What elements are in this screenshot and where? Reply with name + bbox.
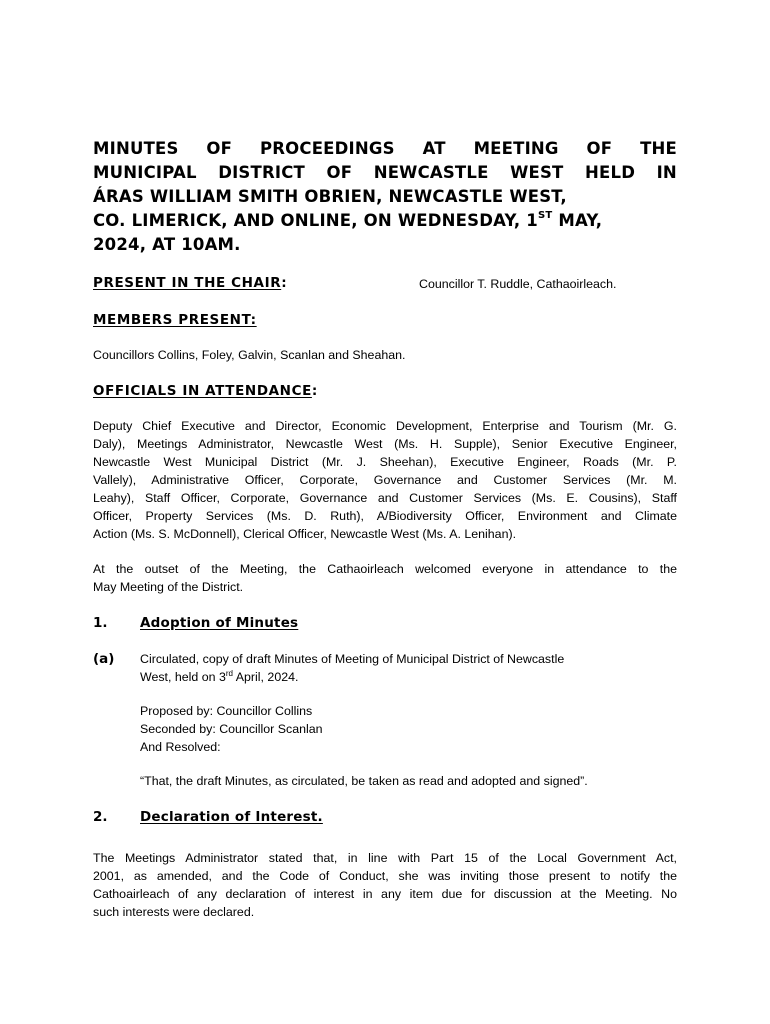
section-1-title: Adoption of Minutes	[140, 615, 299, 631]
item-a-line-2: West, held on 3rd April, 2024.	[140, 668, 299, 684]
proposed-by: Proposed by: Councillor Collins	[140, 704, 313, 718]
chair-value: Councillor T. Ruddle, Cathaoirleach.	[419, 277, 617, 291]
title-line-3: ÁRAS WILLIAM SMITH OBRIEN, NEWCASTLE WEST,	[93, 187, 567, 206]
seconded-by: Seconded by: Councillor Scanlan	[140, 722, 323, 736]
minutes-title	[93, 137, 677, 257]
officials-heading: OFFICIALS IN ATTENDANCE:	[93, 383, 318, 399]
and-resolved: And Resolved:	[140, 740, 221, 754]
welcome-paragraph: At the outset of the Meeting, the Cathaoirleach welcomed everyone in attendance to the May Meeting of the District.	[93, 562, 677, 594]
members-value: Councillors Collins, Foley, Galvin, Scanlan and Sheahan.	[93, 348, 406, 362]
resolution-text: “That, the draft Minutes, as circulated, be taken as read and adopted and signed”.	[140, 774, 588, 788]
chair-heading: PRESENT IN THE CHAIR:	[93, 275, 288, 291]
section-2-number: 2.	[93, 809, 108, 825]
officials-paragraph: Deputy Chief Executive and Director, Economic Development, Enterprise and Tourism (Mr. G. Daly), Meetings Administrator, Newcastle West (Ms. H. Supple), Senior Executive Engineer, Newcastle West Municipal District (Mr. J. Sheehan), Executive Engineer, Roads (Mr. P. Vallely), Administrative Officer, Corporate, Governance and Customer Services (Mr. M. Leahy), Staff Officer, Corporate, Governance and Customer Services (Ms. E. Cousins), Staff Officer, Property Services (Ms. D. Ruth), A/Biodiversity Officer, Environment and Climate Action (Ms. S. McDonnell), Clerical Officer, Newcastle West (Ms. A. Lenihan).	[93, 419, 677, 541]
item-a-line-1: Circulated, copy of draft Minutes of Meeting of Municipal District of Newcastle	[140, 652, 565, 666]
section-2-title: Declaration of Interest.	[140, 809, 323, 825]
title-line-5: 2024, AT 10AM.	[93, 235, 241, 254]
title-line-2: MUNICIPAL DISTRICT OF NEWCASTLE WEST HELD IN	[93, 163, 677, 182]
section-1-number: 1.	[93, 615, 108, 631]
title-line-1: MINUTES OF PROCEEDINGS AT MEETING OF THE	[93, 139, 677, 158]
members-heading: MEMBERS PRESENT:	[93, 312, 257, 328]
declaration-paragraph: The Meetings Administrator stated that, in line with Part 15 of the Local Government Act, 2001, as amended, and the Code of Conduct, she was inviting those present to notify the Cathoairleach of any declaration of interest in any item due for discussion at the Meeting. No such interests were declared.	[93, 851, 677, 919]
title-line-4: CO. LIMERICK, AND ONLINE, ON WEDNESDAY, 1ST MAY,	[93, 209, 603, 230]
item-a-label: (a)	[93, 651, 115, 667]
